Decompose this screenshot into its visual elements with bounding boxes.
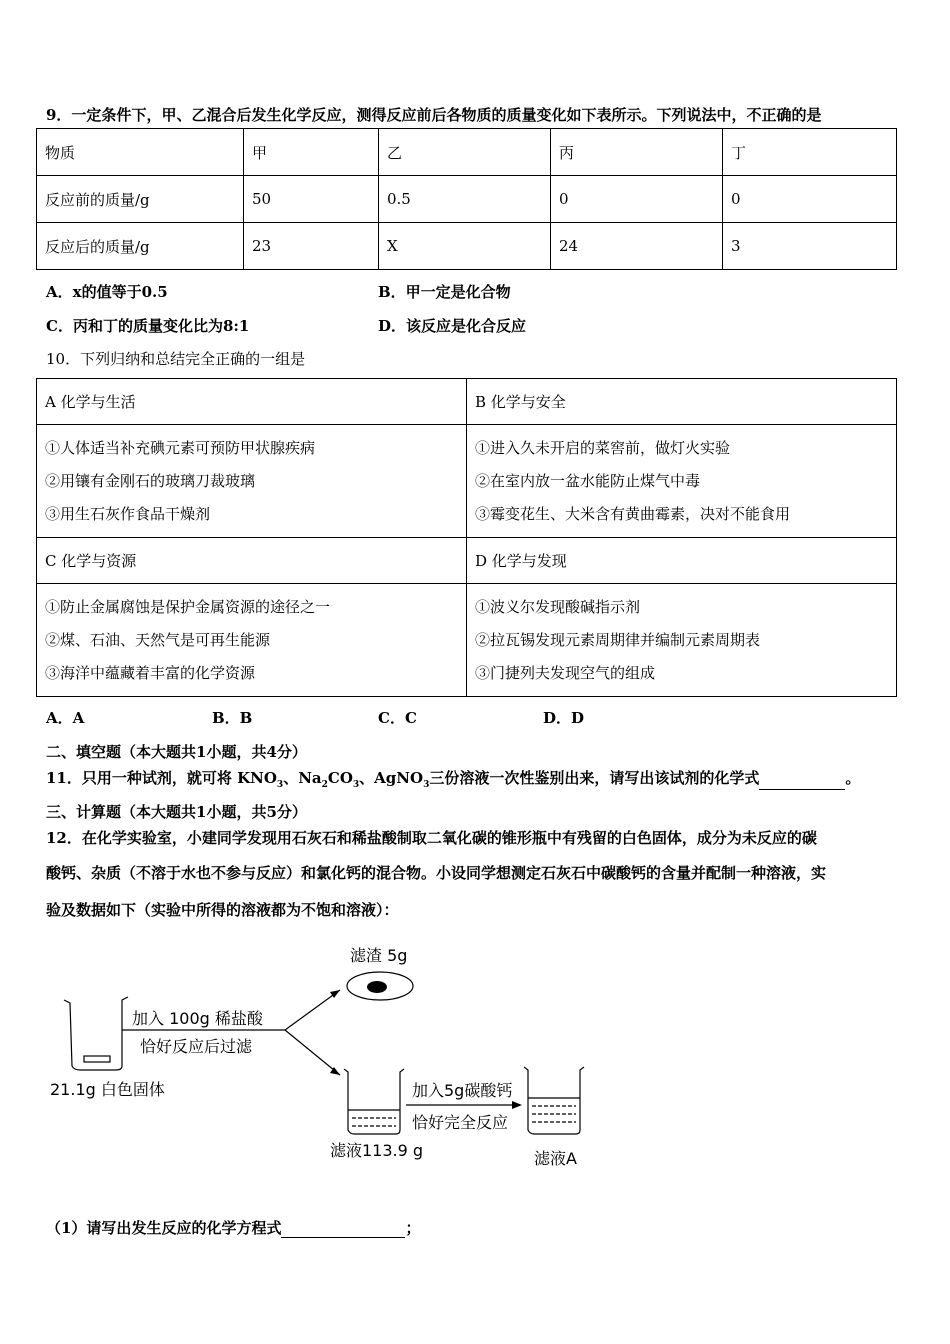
- list-item: ③海洋中蕴藏着丰富的化学资源: [45, 663, 256, 682]
- step1-label: 恰好反应后过滤: [140, 1037, 253, 1056]
- list-item: ②用镶有金刚石的玻璃刀裁玻璃: [45, 471, 256, 490]
- list-item: ②煤、石油、天然气是可再生能源: [45, 630, 271, 649]
- q10-option-b: B．B: [212, 709, 253, 727]
- q12-line: 12．在化学实验室，小建同学发现用石灰石和稀盐酸制取二氧化碳的锥形瓶中有残留的白色固体，成分为未反应的碳: [46, 829, 817, 847]
- filtrate-a-label: 滤液A: [534, 1149, 577, 1168]
- table-cell: 3: [723, 223, 897, 270]
- table-cell: 乙: [379, 129, 551, 176]
- list-item: ③用生石灰作食品干燥剂: [45, 504, 211, 523]
- table-cell: 甲: [244, 129, 379, 176]
- experiment-diagram: [0, 930, 950, 1180]
- q12-sub1: （1）请写出发生反应的化学方程式 ；: [46, 1219, 421, 1237]
- section-2-heading: 二、填空题（本大题共1小题，共4分）: [46, 743, 307, 761]
- q9-option-d: D．该反应是化合反应: [378, 317, 527, 335]
- cell-items: [37, 425, 467, 538]
- step2-label: 恰好完全反应: [412, 1113, 509, 1132]
- residue-label: 滤渣 5g: [350, 946, 408, 965]
- cell-title: D 化学与发现: [467, 538, 897, 584]
- answer-blank[interactable]: [759, 771, 845, 790]
- table-cell: 50: [244, 176, 379, 223]
- table-row: [37, 129, 897, 176]
- table-row: [37, 176, 897, 223]
- beaker-icon: [64, 997, 128, 1070]
- beaker-icon: [524, 1067, 584, 1134]
- q10-option-c: C．C: [378, 709, 417, 727]
- section-3-heading: 三、计算题（本大题共1小题，共5分）: [46, 803, 307, 821]
- list-item: ②在室内放一盆水能防止煤气中毒: [475, 471, 701, 490]
- table-cell: 0: [723, 176, 897, 223]
- q10-option-d: D．D: [543, 709, 585, 727]
- solid-label: 21.1g 白色固体: [50, 1080, 165, 1099]
- q9-stem: 9．一定条件下，甲、乙混合后发生化学反应，测得反应前后各物质的质量变化如下表所示。下列说法中，不正确的是: [46, 106, 822, 124]
- table-cell: 丙: [551, 129, 723, 176]
- table-cell: 反应后的质量/g: [37, 223, 244, 270]
- q9-option-b: B．甲一定是化合物: [378, 283, 511, 301]
- q10-stem: 10．下列归纳和总结完全正确的一组是: [46, 350, 306, 368]
- table-row: [37, 538, 897, 584]
- table-cell: 0: [551, 176, 723, 223]
- table-row: [37, 584, 897, 697]
- q12-line: 酸钙、杂质（不溶于水也不参与反应）和氯化钙的混合物。小设同学想测定石灰石中碳酸钙的含量并配制一种溶液，实: [46, 864, 827, 882]
- cell-title: B 化学与安全: [467, 379, 897, 425]
- beaker-icon: [344, 1069, 404, 1134]
- table-row: [37, 425, 897, 538]
- q9-table: [36, 128, 897, 270]
- residue-icon: [367, 981, 387, 993]
- table-cell: 0.5: [379, 176, 551, 223]
- list-item: ①人体适当补充碘元素可预防甲状腺疾病: [45, 438, 316, 457]
- cell-title: A 化学与生活: [37, 379, 467, 425]
- cell-items: [467, 425, 897, 538]
- q9-option-a: A．x的值等于0.5: [46, 283, 168, 301]
- list-item: ①波义尔发现酸碱指示剂: [475, 597, 641, 616]
- cell-items: [467, 584, 897, 697]
- table-row: [37, 223, 897, 270]
- step1-label: 加入 100g 稀盐酸: [132, 1009, 263, 1028]
- step2-label: 加入5g碳酸钙: [412, 1081, 513, 1100]
- q12-line: 验及数据如下（实验中所得的溶液都为不饱和溶液）：: [46, 901, 399, 919]
- cell-items: [37, 584, 467, 697]
- q10-option-a: A．A: [46, 709, 85, 727]
- list-item: ①防止金属腐蚀是保护金属资源的途径之一: [45, 597, 331, 616]
- filtrate-label: 滤液113.9 g: [330, 1141, 424, 1160]
- list-item: ①进入久未开启的菜窖前，做灯火实验: [475, 438, 731, 457]
- q9-option-c: C．丙和丁的质量变化比为8:1: [46, 317, 250, 335]
- q10-table: [36, 378, 897, 697]
- table-cell: 24: [551, 223, 723, 270]
- table-cell: 23: [244, 223, 379, 270]
- table-cell: 物质: [37, 129, 244, 176]
- answer-blank[interactable]: [281, 1219, 405, 1238]
- q11-stem: 11．只用一种试剂，就可将 $KNO_3$、$Na_2CO_3$、AgNO$_3$三份溶液一次性鉴别出来，请写出该试剂的化学式 。: [46, 769, 861, 790]
- cell-title: C 化学与资源: [37, 538, 467, 584]
- table-cell: 丁: [723, 129, 897, 176]
- table-cell: X: [379, 223, 551, 270]
- list-item: ②拉瓦锡发现元素周期律并编制元素周期表: [475, 630, 761, 649]
- list-item: ③霉变花生、大米含有黄曲霉素，决对不能食用: [475, 504, 791, 523]
- solid-icon: [84, 1056, 110, 1062]
- table-row: [37, 379, 897, 425]
- list-item: ③门捷列夫发现空气的组成: [475, 663, 656, 682]
- table-cell: 反应前的质量/g: [37, 176, 244, 223]
